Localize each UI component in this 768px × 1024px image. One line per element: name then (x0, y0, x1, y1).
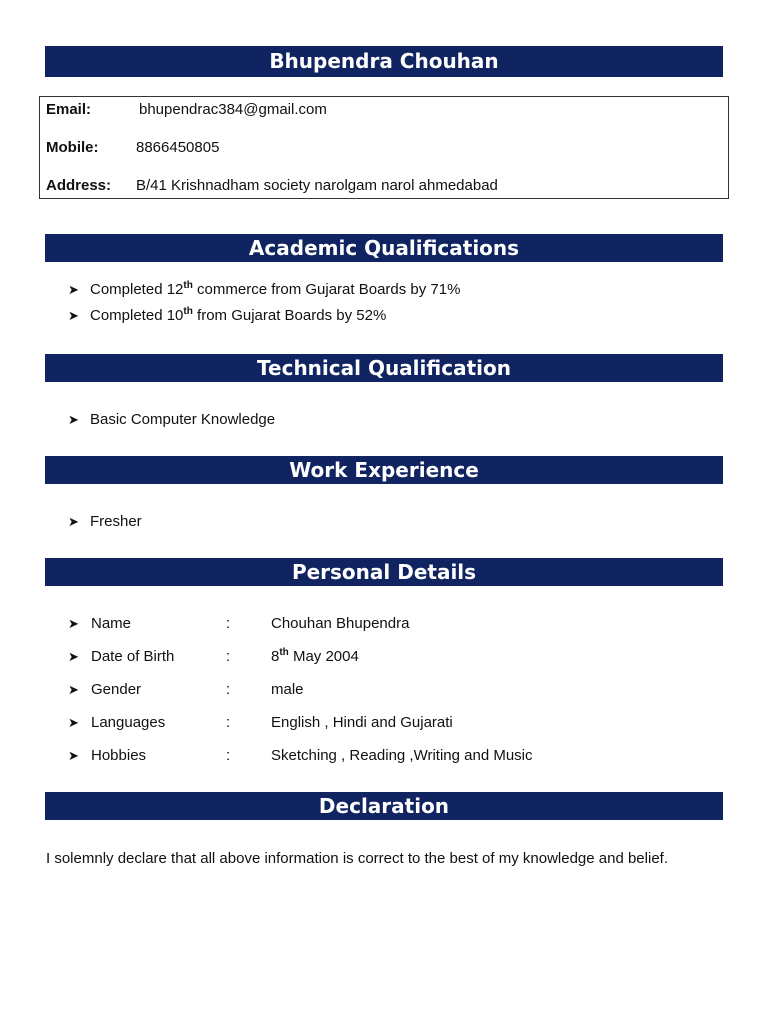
contact-box (39, 96, 729, 199)
list-item: ➤ Basic Computer Knowledge (68, 411, 276, 428)
section-title: Work Experience (289, 458, 479, 482)
section-title: Personal Details (291, 560, 477, 584)
email-label: Email: (46, 101, 92, 118)
mobile-label: Mobile: (46, 139, 99, 156)
address-label: Address: (46, 177, 112, 194)
section-title: Declaration (318, 794, 450, 818)
section-header-technical (45, 354, 723, 382)
personal-row-languages: ➤ Languages : English , Hindi and Gujarati (68, 714, 453, 731)
personal-row-name: ➤ Name : Chouhan Bhupendra (68, 615, 410, 632)
candidate-name: Bhupendra Chouhan (269, 49, 499, 73)
section-title: Technical Qualification (257, 356, 511, 380)
section-header-academic (45, 234, 723, 262)
arrow-bullet-icon: ➤ (68, 282, 79, 297)
section-title: Academic Qualifications (248, 236, 520, 260)
personal-row-hobbies: ➤ Hobbies : Sketching , Reading ,Writing and Music (68, 747, 533, 764)
address-value: B/41 Krishnadham society narolgam narol ahmedabad (136, 177, 498, 194)
name-header (45, 46, 723, 77)
arrow-bullet-icon: ➤ (68, 682, 79, 697)
mobile-value: 8866450805 (136, 139, 220, 156)
arrow-bullet-icon: ➤ (68, 616, 79, 631)
list-item: ➤ Fresher (68, 513, 142, 530)
arrow-bullet-icon: ➤ (68, 412, 79, 427)
arrow-bullet-icon: ➤ (68, 715, 79, 730)
section-header-work (45, 456, 723, 484)
arrow-bullet-icon: ➤ (68, 748, 79, 763)
list-item: ➤ Completed 12th commerce from Gujarat Boards by 71% (68, 280, 461, 298)
arrow-bullet-icon: ➤ (68, 308, 79, 323)
section-header-personal (45, 558, 723, 586)
email-value: bhupendrac384@gmail.com (139, 101, 327, 118)
arrow-bullet-icon: ➤ (68, 514, 79, 529)
declaration-text: I solemnly declare that all above information is correct to the best of my knowledge and belief. (46, 850, 668, 867)
section-header-declaration (45, 792, 723, 820)
arrow-bullet-icon: ➤ (68, 649, 79, 664)
list-item: ➤ Completed 10th from Gujarat Boards by 52% (68, 306, 387, 324)
personal-row-gender: ➤ Gender : male (68, 681, 304, 698)
personal-row-dob: ➤ Date of Birth : 8th May 2004 (68, 647, 359, 665)
